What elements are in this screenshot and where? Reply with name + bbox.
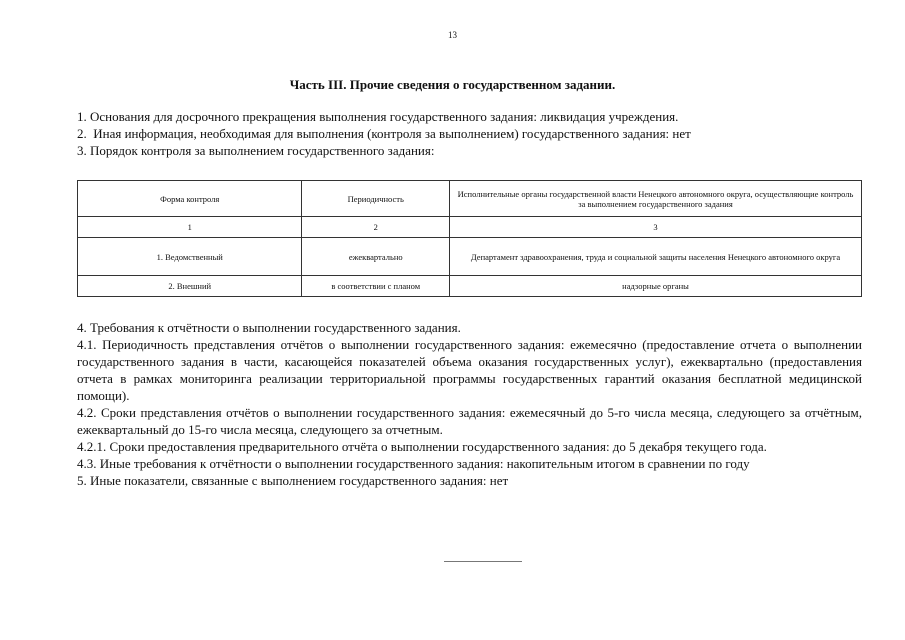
footer-divider [444,561,522,562]
requirement-4-2: 4.2. Сроки представления отчётов о выполнении государственного задания: ежемесячный до 5-го числа месяца, следующего за отчётным, ежеквартальный до 15-го числа месяца, следующего за отчетным. [77,405,862,437]
row-form: 1. Ведомственный [78,238,302,276]
intro-item-1: 1. Основания для досрочного прекращения выполнения государственного задания: ликвидация учреждения. [77,109,679,124]
table-row [78,276,862,297]
row-period: в соответствии с планом [302,276,450,297]
table-header-row [78,181,862,217]
row-period: ежеквартально [302,238,450,276]
requirement-4: 4. Требования к отчётности о выполнении государственного задания. [77,320,461,335]
requirement-4-3: 4.3. Иные требования к отчётности о выполнении государственного задания: накопительным итогом в сравнении по году [77,456,750,471]
requirements-section [77,319,862,489]
header-period: Периодичность [302,181,450,217]
page-number: 13 [448,30,457,40]
row-authority: Департамент здравоохранения, труда и социальной защиты населения Ненецкого автономного округа [450,238,862,276]
intro-item-3: 3. Порядок контроля за выполнением государственного задания: [77,143,435,158]
header-authority: Исполнительные органы государственной власти Ненецкого автономного округа, осуществляющие контроль за выполнением государственного задания [450,181,862,217]
requirement-5: 5. Иные показатели, связанные с выполнением государственного задания: нет [77,473,509,488]
row-authority: надзорные органы [450,276,862,297]
column-number-1: 1 [78,217,302,238]
intro-section [77,108,862,159]
control-table [77,180,862,297]
requirement-4-2-1: 4.2.1. Сроки предоставления предварительного отчёта о выполнении государственного задания: до 5 декабря текущего года. [77,439,767,454]
intro-item-2: 2. Иная информация, необходимая для выполнения (контроля за выполнением) государственного задания: нет [77,126,691,141]
header-form: Форма контроля [78,181,302,217]
row-form: 2. Внешний [78,276,302,297]
requirement-4-1: 4.1. Периодичность представления отчётов о выполнении государственного задания: ежемесячно (предоставление отчета о выполнении государственного задания в части, касающейся показателей объема оказания государственных услуг), ежеквартально (предоставления отчета в рамках мониторинга реализации территориальной программы государственных гарантий оказания бесплатной медицинской помощи). [77,337,862,403]
table-column-numbers-row [78,217,862,238]
column-number-2: 2 [302,217,450,238]
table-row [78,238,862,276]
column-number-3: 3 [450,217,862,238]
section-title: Часть III. Прочие сведения о государственном задании. [289,77,616,92]
